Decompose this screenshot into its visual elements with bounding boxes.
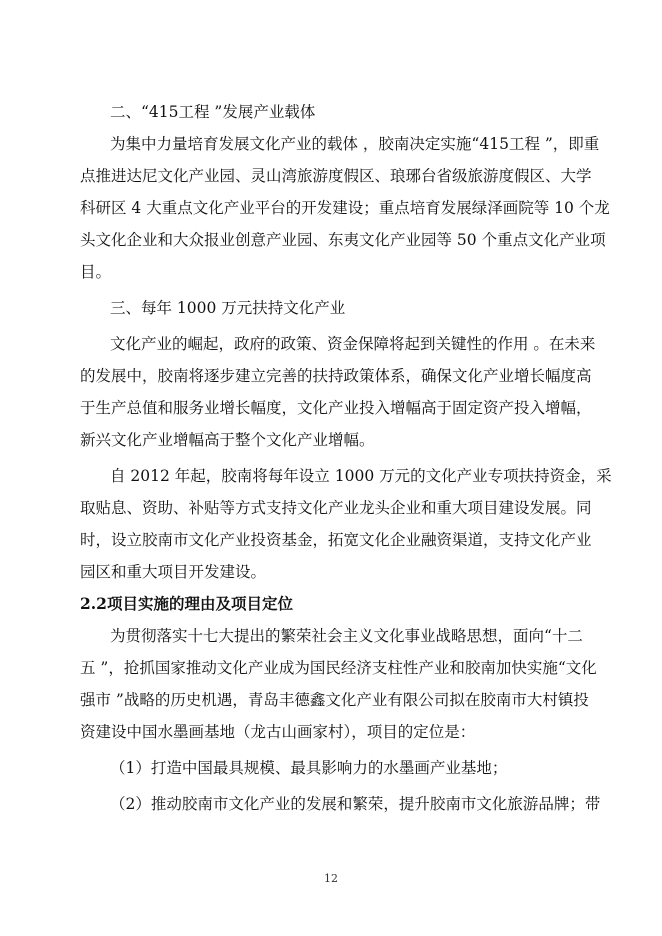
paragraph-line: 头文化企业和大众报业创意产业园、东夷文化产业园等 50 个重点文化产业项 [80,231,606,249]
paragraph-line: 取贴息、资助、补贴等方式支持文化产业龙头企业和重大项目建设发展。同 [80,499,592,517]
paragraph-line: 五 ”，抢抓国家推动文化产业成为国民经济支柱性产业和胶南加快实施“文化 [80,659,597,677]
heading-funding: 三、每年 1000 万元扶持文化产业 [110,299,346,317]
list-item: （1）打造中国最具规模、最具影响力的水墨画产业基地； [110,759,508,777]
paragraph-line: 为贯彻落实十七大提出的繁荣社会主义文化事业战略思想，面向“十二 [110,627,583,645]
list-item: （2）推动胶南市文化产业的发展和繁荣，提升胶南市文化旅游品牌；带 [110,795,601,813]
paragraph-project-rationale [80,620,604,748]
paragraph-line: 目。 [80,263,112,281]
paragraph-line: 园区和重大项目开发建设。 [80,563,267,581]
paragraph-line: 点推进达尼文化产业园、灵山湾旅游度假区、琅琊台省级旅游度假区、大学 [80,167,592,185]
paragraph-line: 新兴文化产业增幅高于整个文化产业增幅。 [80,431,375,449]
section-heading-2-2: 2.2项目实施的理由及项目定位 [80,594,293,613]
paragraph-line: 为集中力量培育发展文化产业的载体 ，胶南决定实施“415工程 ”，即重 [110,135,600,153]
paragraph-funding-details [80,460,612,588]
paragraph-line: 科研区 4 大重点文化产业平台的开发建设；重点培育发展绿泽画院等 10 个龙 [80,199,610,217]
paragraph-415-project [80,128,610,288]
paragraph-line: 于生产总值和服务业增长幅度，文化产业投入增幅高于固定资产投入增幅， [80,399,592,417]
paragraph-line: 自 2012 年起，胶南将每年设立 1000 万元的文化产业专项扶持资金，采 [110,467,612,485]
page-number: 12 [324,872,338,885]
positioning-item-2 [80,788,604,820]
paragraph-line: 时，设立胶南市文化产业投资基金，拓宽文化企业融资渠道，支持文化产业 [80,531,592,549]
paragraph-line: 资建设中国水墨画基地（龙古山画家村），项目的定位是： [80,723,476,741]
paragraph-line: 的发展中，胶南将逐步建立完善的扶持政策体系，确保文化产业增长幅度高 [80,367,592,385]
paragraph-line: 文化产业的崛起，政府的政策、资金保障将起到关键性的作用 。在未来 [110,335,596,353]
paragraph-policy [80,328,604,456]
positioning-item-1 [80,752,604,784]
heading-415-project: 二、“415工程 ”发展产业载体 [110,103,316,121]
paragraph-line: 强市 ”战略的历史机遇，青岛丰德鑫文化产业有限公司拟在胶南市大村镇投 [80,691,589,709]
